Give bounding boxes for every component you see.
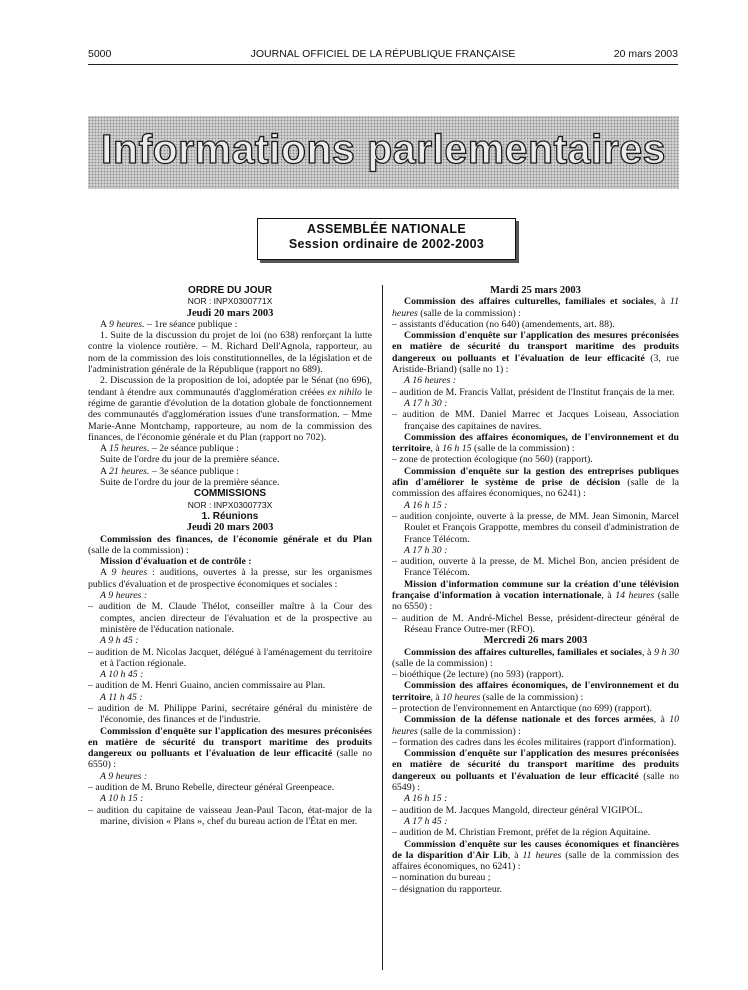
c4-heading: Commission d'enquête sur la gestion des entreprises publiques afin d'améliorer le système de prise de décision (salle de la commission des affaires économiques, no 6241) :	[392, 465, 679, 500]
ordre-title: ORDRE DU JOUR	[188, 285, 272, 296]
seance-2: A 15 heures. – 2e séance publique :	[100, 443, 239, 455]
m3-heading: Commission de la défense nationale et des forces armées, à 10 heures (salle de la commission) :	[392, 714, 679, 737]
m5-item-2: – désignation du rapporteur.	[392, 883, 502, 895]
day-mardi: Mardi 25 mars 2003	[490, 285, 581, 296]
commissions-nor: NOR : INPX0300773X	[187, 499, 273, 510]
time-5: A 9 heures :	[100, 770, 148, 782]
time-2: A 9 h 45 :	[100, 635, 139, 647]
reunions-title: 1. Réunions	[201, 510, 259, 522]
c4-item-2: – audition, ouverte à la presse, de M. Michel Bon, ancien président de France Télécom.	[392, 556, 679, 579]
section-banner	[88, 116, 679, 189]
assembly-title: ASSEMBLÉE NATIONALE	[307, 222, 466, 236]
journal-title: JOURNAL OFFICIEL DE LA RÉPUBLIQUE FRANÇAISE	[250, 48, 516, 60]
m5-item-1: – nomination du bureau ;	[392, 872, 491, 884]
seance-3-text: Suite de l'ordre du jour de la première séance.	[100, 477, 280, 489]
audition-1: – audition de M. Claude Thélot, conseiller maître à la Cour des comptes, ancien directeur de l'évaluation et de la prospective au ministère de l'éducation nationale.	[88, 601, 372, 635]
c5-heading: Mission d'information commune sur la création d'une télévision française d'information à vocation internationale, à 14 heures (salle no 6550) :	[392, 578, 679, 613]
m3-item: – formation des cadres dans les écoles militaires (rapport d'information).	[392, 736, 677, 748]
banner-title: Informations parlementaires	[101, 126, 666, 172]
assembly-box	[257, 218, 516, 260]
c3-item: – zone de protection écologique (no 560) (rapport).	[392, 454, 593, 466]
c5-item: – audition de M. André-Michel Besse, président-directeur général de Réseau France Outre-mer (RFO).	[392, 612, 679, 635]
c1-item: – assistants d'éducation (no 640) (amendements, art. 88).	[392, 318, 615, 330]
enquete-commission: Commission d'enquête sur l'application des mesures préconisées en matière de sécurité du transport maritime des produits dangereux ou polluants et l'évaluation de leur efficacité (salle no 6550) :	[88, 725, 372, 771]
issue-date: 20 mars 2003	[613, 48, 678, 60]
seance-2-text: Suite de l'ordre du jour de la première séance.	[100, 454, 280, 466]
m1-heading: Commission des affaires culturelles, familiales et sociales, à 9 h 30 (salle de la commission) :	[392, 646, 680, 669]
column-divider	[382, 285, 383, 970]
c2-time-1: A 16 heures :	[404, 375, 456, 387]
ordre-day: Jeudi 20 mars 2003	[186, 307, 274, 319]
seance-1: A 9 heures. – 1re séance publique :	[100, 318, 238, 330]
time-6: A 10 h 15 :	[100, 793, 144, 805]
commissions-day: Jeudi 20 mars 2003	[186, 522, 274, 534]
mec-intro: A 9 heures : auditions, ouvertes à la presse, sur les organismes publics d'évaluation et de prospective économiques et sociales :	[88, 567, 373, 590]
audition-6: – audition du capitaine de vaisseau Jean-Paul Tacon, état-major de la marine, division « Plans », chef du bureau action de l'État en mer.	[88, 804, 372, 827]
ordre-nor: NOR : INPX0300771X	[187, 296, 273, 307]
page-header	[88, 48, 678, 62]
m2-item: – protection de l'environnement en Antarctique (no 699) (rapport).	[392, 702, 652, 714]
c2-heading: Commission d'enquête sur l'application des mesures préconisées en matière de sécurité du transport maritime des produits dangereux ou polluants et l'évaluation de leur efficacité (3, rue Aristide-Briand) (salle no 1) :	[392, 330, 679, 376]
c2-item-1: – audition de M. Francis Vallat, président de l'Institut français de la mer.	[392, 386, 675, 398]
m4-item-2: – audition de M. Christian Fremont, préfet de la région Aquitaine.	[392, 827, 651, 839]
audition-2: – audition de M. Nicolas Jacquet, délégué à l'aménagement du territoire et à l'action régionale.	[88, 646, 372, 669]
c2-time-2: A 17 h 30 :	[404, 397, 448, 409]
c4-item-1: – audition conjointe, ouverte à la presse, de MM. Jean Simonin, Marcel Roulet et François Grappotte, membres du conseil d'administration de France Télécom.	[392, 510, 679, 545]
time-4: A 11 h 45 :	[100, 691, 143, 703]
mission-title: Mission d'évaluation et de contrôle :	[100, 556, 252, 568]
seance-3: A 21 heures. – 3e séance publique :	[100, 465, 239, 477]
c4-time-1: A 16 h 15 :	[404, 499, 448, 511]
c3-heading: Commission des affaires économiques, de l'environnement et du territoire, à 16 h 15 (salle de la commission) :	[392, 431, 679, 455]
audition-4: – audition de M. Philippe Parini, secrétaire général du ministère de l'économie, des finances et de l'industrie.	[88, 702, 372, 726]
commissions-title: COMMISSIONS	[193, 488, 267, 500]
time-3: A 10 h 45 :	[100, 669, 144, 681]
day-mercredi: Mercredi 26 mars 2003	[483, 635, 588, 647]
left-column	[88, 285, 372, 827]
c4-time-2: A 17 h 30 :	[404, 544, 448, 556]
session-title: Session ordinaire de 2002-2003	[288, 237, 485, 251]
c2-item-2: – audition de MM. Daniel Marrec et Jacques Loiseau, Association française des capitaines de navires.	[392, 409, 679, 432]
m4-time-2: A 17 h 45 :	[404, 815, 448, 827]
right-column	[392, 285, 679, 895]
m5-heading: Commission d'enquête sur les causes économiques et financières de la disparition d'Air Lib, à 11 heures (salle de la commission des affaires économiques, no 6241) :	[392, 838, 679, 873]
m1-item: – bioéthique (2e lecture) (no 593) (rapport).	[392, 669, 564, 681]
agenda-item-1: 1. Suite de la discussion du projet de loi (no 638) renforçant la lutte contre la violence routière. – M. Richard Dell'Agnola, rapporteur, au nom de la commission des lois constitutionnelles, de la législation et de l'administration générale de la République (rapport no 689).	[88, 330, 372, 376]
m2-heading: Commission des affaires économiques, de l'environnement et du territoire, à 10 heures (salle de la commission) :	[392, 680, 679, 703]
m4-heading: Commission d'enquête sur l'application des mesures préconisées en matière de sécurité du transport maritime des produits dangereux ou polluants et l'évaluation de leur efficacité (salle no 6549) :	[392, 748, 679, 794]
time-1: A 9 heures :	[100, 590, 148, 602]
page-number: 5000	[88, 48, 112, 60]
audition-3: – audition de M. Henri Guaino, ancien commissaire au Plan.	[88, 680, 326, 692]
c1-heading: Commission des affaires culturelles, familiales et sociales, à 11 heures (salle de la commission) :	[392, 296, 679, 319]
finances-commission: Commission des finances, de l'économie générale et du Plan (salle de la commission) :	[88, 533, 372, 556]
agenda-item-2: 2. Discussion de la proposition de loi, adoptée par le Sénat (no 696), tendant à étendre aux communautés d'agglomération créées ex nihilo le régime de garantie d'évolution de la dotation globale de fonctionnement des communautés d'agglomération issues d'une transformation. – Mme Marie-Anne Montchamp, rapporteure, au nom de la commission des finances, de l'économie générale et du Plan (rapport no 702).	[88, 375, 372, 443]
audition-5: – audition de M. Bruno Rebelle, directeur général Greenpeace.	[88, 782, 335, 794]
m4-time-1: A 16 h 15 :	[404, 793, 448, 805]
m4-item-1: – audition de M. Jacques Mangold, directeur général VIGIPOL.	[392, 804, 643, 816]
header-rule	[88, 64, 678, 65]
